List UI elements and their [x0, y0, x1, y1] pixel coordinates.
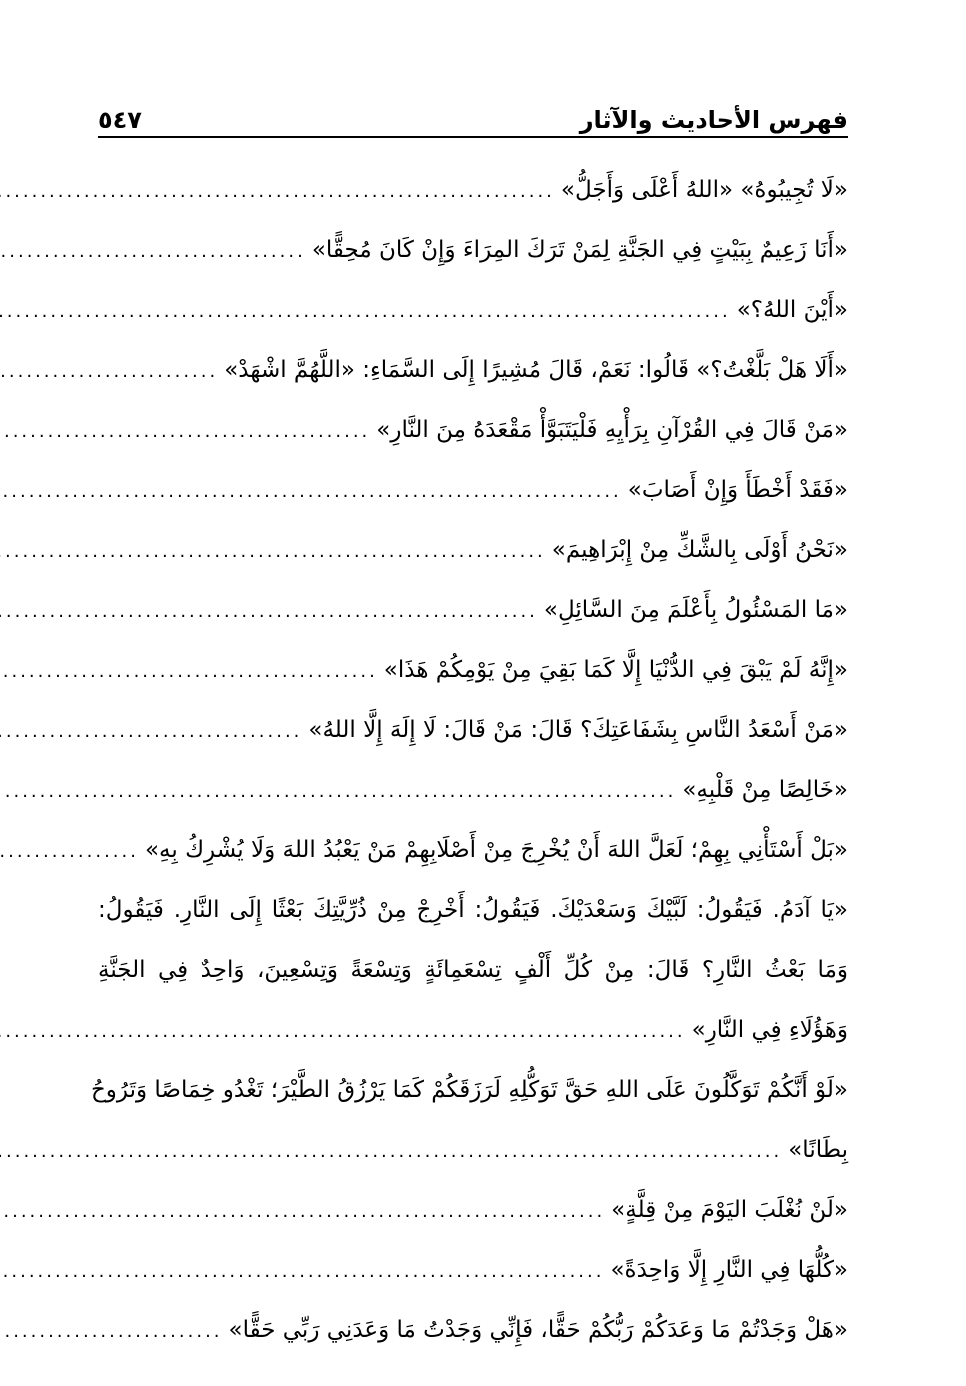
- entry-text: «أَنَا زَعِيمٌ بِبَيْتٍ فِي الجَنَّةِ لِمَنْ تَرَكَ المِرَاءَ وَإِنْ كَانَ مُحِقًّا»: [311, 237, 848, 263]
- index-entry: [98, 1240, 848, 1300]
- leader-dots: [0, 1002, 686, 1062]
- page-header: [98, 92, 848, 134]
- entry-text: «مَنْ أَسْعَدُ النَّاسِ بِشَفَاعَتِكَ؟ قَالَ: مَنْ قَالَ: لَا إِلَهَ إِلَّا اللهُ»: [308, 717, 848, 743]
- entry-text: «نَحْنُ أَوْلَى بِالشَّكِّ مِنْ إِبْرَاهِيمَ»: [551, 537, 848, 563]
- leader-dots: [0, 282, 731, 342]
- entry-text: «خَالِصًا مِنْ قَلْبِهِ»: [682, 777, 848, 803]
- leader-dots: [0, 402, 370, 462]
- index-entry: [98, 160, 848, 220]
- entry-text: «إِنَّهُ لَمْ يَبْقَ فِي الدُّنْيَا إِلَّا كَمَا بَقِيَ مِنْ يَوْمِكُمْ هَذَا»: [383, 657, 848, 683]
- index-entry: [98, 520, 848, 580]
- entry-text: «أَلَا هَلْ بَلَّغْتُ؟» قَالُوا: نَعَمْ، قَالَ مُشِيرًا إِلَى السَّمَاءِ: «اللَّهُمَّ اشْهَدْ»: [224, 357, 848, 383]
- index-entry: [98, 1300, 848, 1360]
- index-entry: [98, 220, 848, 280]
- entry-text: «هَلْ وَجَدْتُمْ مَا وَعَدَكُمْ رَبُّكُمْ حَقًّا، فَإِنِّي وَجَدْتُ مَا وَعَدَنِي رَبِّي حَقًّا»: [228, 1317, 848, 1343]
- entry-continued-line: «لَوْ أَنَّكُمْ تَوَكَّلُونَ عَلَى اللهِ حَقَّ تَوَكُّلِهِ لَرَزَقَكُمْ كَمَا يَرْزُقُ الطَّيْرَ؛ تَغْدُو خِمَاصًا وَتَرُوحُ: [90, 1077, 848, 1103]
- index-entry: [98, 280, 848, 340]
- leader-dots: [0, 1122, 782, 1182]
- index-entry: [98, 580, 848, 640]
- index-entry: [98, 460, 848, 520]
- index-entry: [98, 700, 848, 760]
- leader-dots: [0, 642, 378, 702]
- leader-dots: [0, 462, 622, 522]
- index-entry: [98, 640, 848, 700]
- entry-text: «كُلُّهَا فِي النَّارِ إِلَّا وَاحِدَةً»: [610, 1257, 848, 1283]
- leader-dots: [0, 522, 546, 582]
- entry-text: «بَلْ أَسْتَأْنِي بِهِمْ؛ لَعَلَّ اللهَ أَنْ يُخْرِجَ مِنْ أَصْلَابِهِمْ مَنْ يَعْبُدُ اللهَ وَلَا يُشْرِكُ بِهِ»: [144, 837, 848, 863]
- leader-dots: [0, 162, 555, 222]
- index-entry: [98, 1000, 848, 1060]
- entry-text: بِطَانًا»: [788, 1137, 848, 1163]
- leader-dots: [0, 1302, 223, 1362]
- index-entry: [98, 340, 848, 400]
- leader-dots: [0, 702, 302, 762]
- index-entries: [90, 160, 848, 1360]
- leader-dots: [0, 1182, 605, 1242]
- entry-text: «مَنْ قَالَ فِي القُرْآنِ بِرَأْيِهِ فَلْيَتَبَوَّأْ مَقْعَدَهُ مِنَ النَّارِ»: [376, 417, 848, 443]
- header-rule: [98, 136, 848, 138]
- index-entry: [98, 1120, 848, 1180]
- index-entry: [98, 400, 848, 460]
- entry-text: وَهَؤُلَاءِ فِي النَّارِ»: [691, 1017, 848, 1043]
- page-number: ٥٤٧: [98, 106, 142, 134]
- leader-dots: [0, 582, 538, 642]
- leader-dots: [0, 762, 676, 822]
- leader-dots: [0, 822, 139, 882]
- entry-text: «أَيْنَ اللهُ؟»: [736, 297, 848, 323]
- leader-dots: [0, 222, 306, 282]
- running-title: فهرس الأحاديث والآثار: [579, 106, 848, 134]
- entry-text: «لَا تُجِيبُوهُ» «اللهُ أَعْلَى وَأَجَلُّ»: [560, 177, 848, 203]
- index-entry: [98, 820, 848, 880]
- leader-dots: [0, 1242, 604, 1302]
- entry-continued-line: وَمَا بَعْثُ النَّارِ؟ قَالَ: مِنْ كُلِّ أَلْفٍ تِسْعَمِائَةٍ وَتِسْعَةً وَتِسْعِينَ، وَاحِدٌ فِي الجَنَّةِ: [98, 957, 848, 983]
- entry-text: «مَا المَسْئُولُ بِأَعْلَمَ مِنَ السَّائِلِ»: [543, 597, 848, 623]
- entry-text: «فَقَدْ أَخْطَأَ وَإِنْ أَصَابَ»: [627, 477, 848, 503]
- entry-continued-line: «يَا آدَمُ. فَيَقُولُ: لَبَّيْكَ وَسَعْدَيْكَ. فَيَقُولُ: أَخْرِجْ مِنْ ذُرِّيَّتِكَ بَعْثًا إِلَى النَّارِ. فَيَقُولُ:: [98, 897, 848, 923]
- leader-dots: [0, 342, 218, 402]
- index-entry: [98, 1180, 848, 1240]
- index-entry: [98, 760, 848, 820]
- entry-text: «لَنْ نُغْلَبَ اليَوْمَ مِنْ قِلَّةٍ»: [611, 1197, 848, 1223]
